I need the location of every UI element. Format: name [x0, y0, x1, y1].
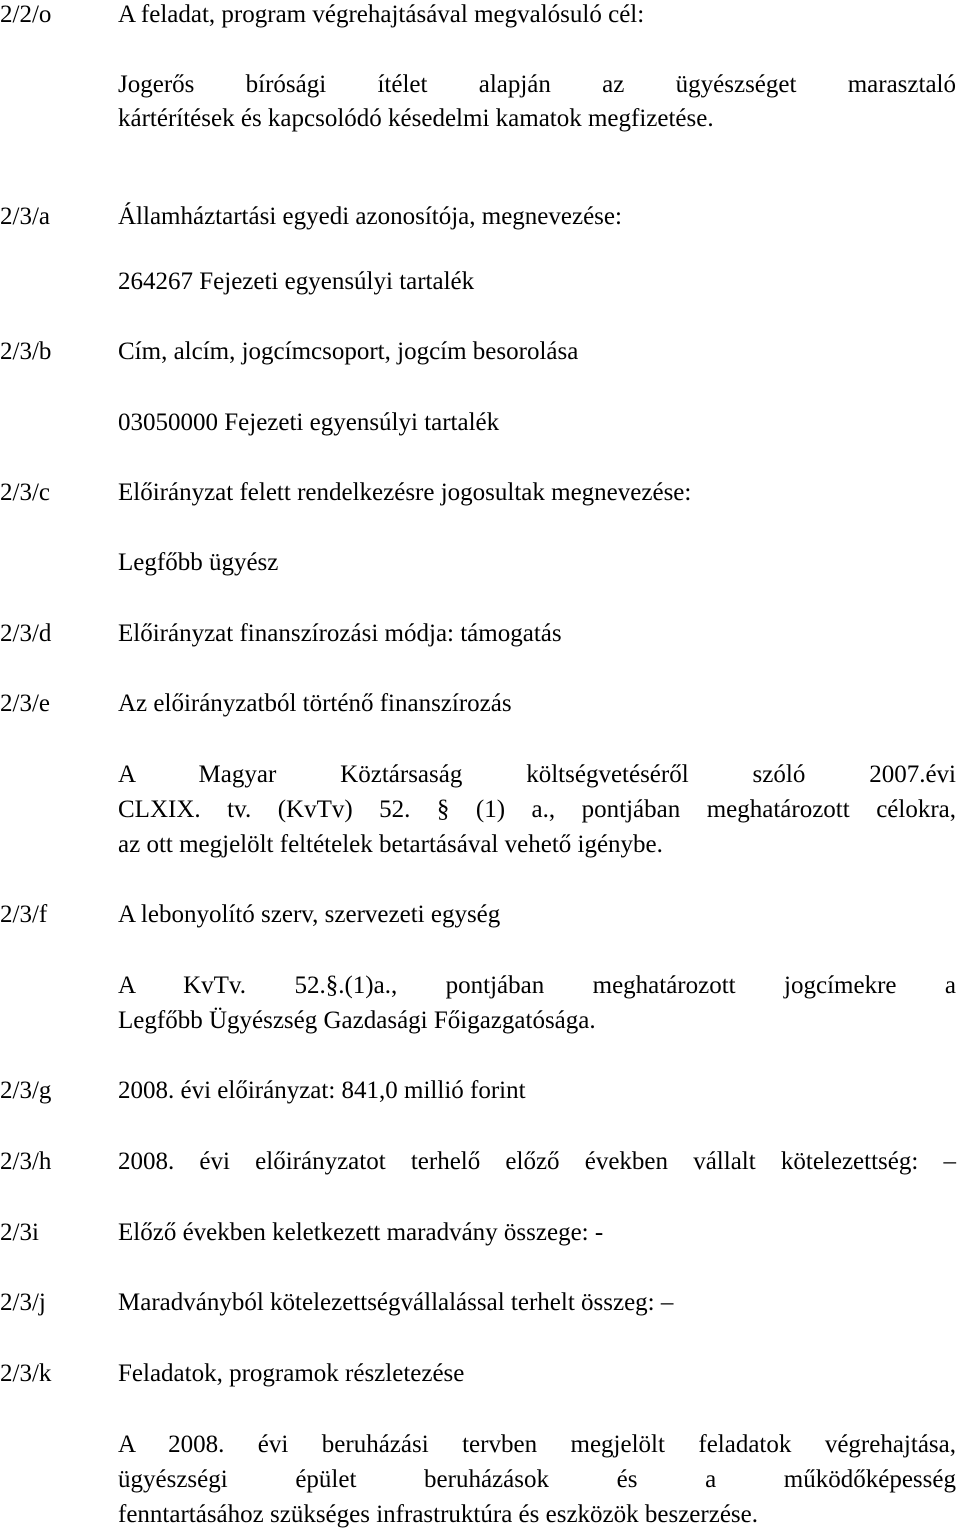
section-2-2-o-label: 2/2/o [0, 1, 52, 28]
section-2-3-d-heading: Előirányzat finanszírozási módja: támogatás [118, 620, 562, 647]
section-2-3-b-label: 2/3/b [0, 338, 52, 365]
section-2-3-a-heading: Államháztartási egyedi azonosítója, megnevezése: [118, 203, 622, 230]
section-2-2-o-body-line: kártérítések és kapcsolódó késedelmi kamatok megfizetése. [118, 105, 714, 132]
section-2-3-b-body-line: 03050000 Fejezeti egyensúlyi tartalék [118, 409, 500, 436]
section-2-3-c-body-line: Legfőbb ügyész [118, 549, 279, 576]
section-2-3-e-heading: Az előirányzatból történő finanszírozás [118, 690, 512, 717]
section-2-3-k-body-line: A 2008. évi beruházási tervben megjelölt feladatok végrehajtása, [118, 1431, 956, 1458]
section-2-3-k-body-line: ügyészségi épület beruházások és a működőképesség [118, 1466, 956, 1493]
section-2-3-h-label: 2/3/h [0, 1148, 52, 1175]
section-2-3-a-label: 2/3/a [0, 203, 50, 230]
section-2-3-c-label: 2/3/c [0, 479, 50, 506]
section-2-3-h-heading: 2008. évi előirányzatot terhelő előző években vállalt kötelezettség: – [118, 1148, 956, 1175]
section-2-3-a-body-line: 264267 Fejezeti egyensúlyi tartalék [118, 268, 475, 295]
section-2-3-j-label: 2/3/j [0, 1289, 46, 1316]
section-2-3-e-body-line: A Magyar Köztársaság költségvetéséről szóló 2007.évi [118, 761, 956, 788]
section-2-3-g-heading: 2008. évi előirányzat: 841,0 millió forint [118, 1077, 526, 1104]
section-2-3-g-label: 2/3/g [0, 1077, 52, 1104]
section-2-3-f-body-line: Legfőbb Ügyészség Gazdasági Főigazgatósága. [118, 1007, 596, 1034]
section-2-3-e-body-line: az ott megjelölt feltételek betartásával vehető igénybe. [118, 831, 663, 858]
section-2-2-o-body-line: Jogerős bírósági ítélet alapján az ügyészséget marasztaló [118, 71, 956, 98]
section-2-3-k-heading: Feladatok, programok részletezése [118, 1360, 465, 1387]
section-2-3-k-label: 2/3/k [0, 1360, 52, 1387]
section-2-3-e-body-line: CLXIX. tv. (KvTv) 52. § (1) a., pontjában meghatározott célokra, [118, 796, 956, 823]
section-2-3i-label: 2/3i [0, 1219, 39, 1246]
section-2-3-c-heading: Előirányzat felett rendelkezésre jogosultak megnevezése: [118, 479, 692, 506]
section-2-2-o-heading: A feladat, program végrehajtásával megvalósuló cél: [118, 1, 645, 28]
section-2-3-k-body-line: fenntartásához szükséges infrastruktúra és eszközök beszerzése. [118, 1501, 758, 1528]
section-2-3-f-label: 2/3/f [0, 901, 48, 928]
section-2-3-j-heading: Maradványból kötelezettségvállalással terhelt összeg: – [118, 1289, 674, 1316]
section-2-3-b-heading: Cím, alcím, jogcímcsoport, jogcím besorolása [118, 338, 579, 365]
section-2-3i-heading: Előző években keletkezett maradvány összege: - [118, 1219, 604, 1246]
section-2-3-d-label: 2/3/d [0, 620, 52, 647]
section-2-3-f-heading: A lebonyolító szerv, szervezeti egység [118, 901, 501, 928]
section-2-3-f-body-line: A KvTv. 52.§.(1)a., pontjában meghatározott jogcímekre a [118, 972, 956, 999]
section-2-3-e-label: 2/3/e [0, 690, 50, 717]
